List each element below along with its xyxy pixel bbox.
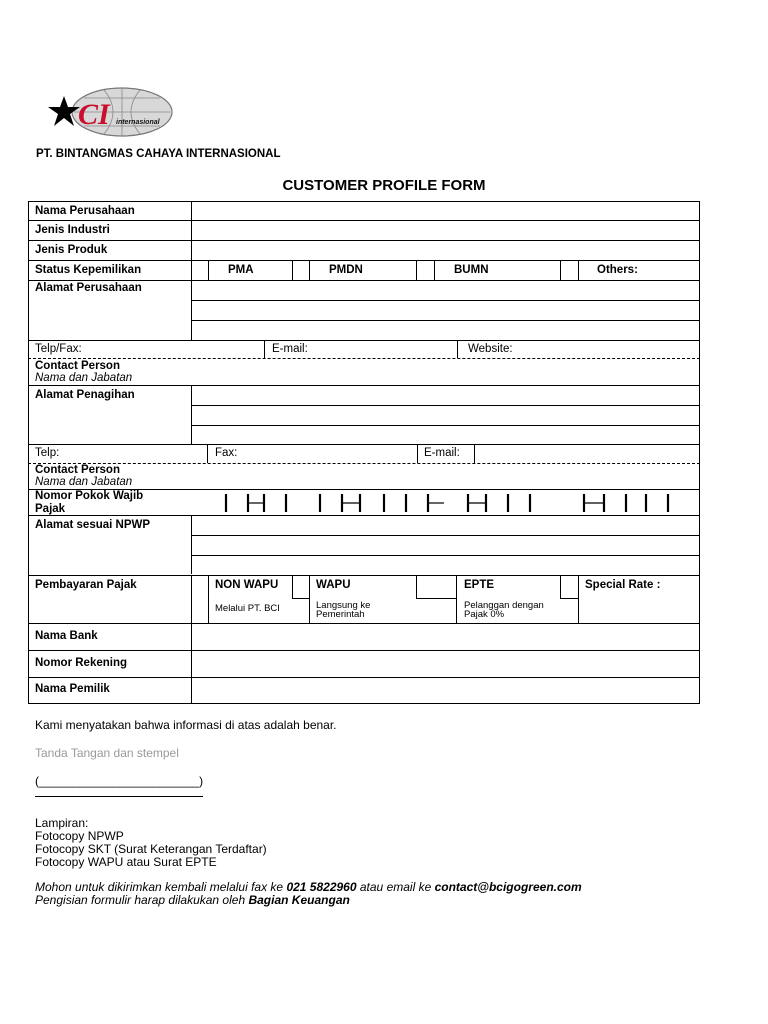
- label-email: E-mail:: [272, 343, 308, 355]
- return-prefix: Mohon untuk dikirimkan kembali melalui fax ke: [35, 880, 284, 894]
- label-fax: Fax:: [215, 447, 238, 459]
- lampiran-title: Lampiran:: [35, 816, 89, 830]
- fax-number: 021 5822960: [286, 880, 357, 894]
- label-alamat-penagihan: Alamat Penagihan: [35, 389, 135, 401]
- label-contact-person: Contact Person: [35, 360, 120, 372]
- lampiran-item: Fotocopy WAPU atau Surat EPTE: [35, 855, 217, 869]
- label-nama-bank: Nama Bank: [35, 630, 98, 642]
- return-middle: atau email ke: [359, 880, 432, 894]
- label-nama-jabatan: Nama dan Jabatan: [35, 372, 133, 384]
- label-npwp-1: Nomor Pokok Wajib: [35, 490, 144, 502]
- note-epte-2: Pajak 0%: [464, 609, 505, 620]
- label-npwp-2: Pajak: [35, 503, 66, 515]
- statement: Kami menyatakan bahwa informasi di atas adalah benar.: [35, 718, 337, 732]
- svg-text:CI: CI: [78, 98, 110, 131]
- note-non-wapu: Melalui PT. BCI: [215, 603, 280, 614]
- form-title: CUSTOMER PROFILE FORM: [282, 177, 486, 194]
- label-nomor-rekening: Nomor Rekening: [35, 657, 128, 669]
- option-non-wapu: NON WAPU: [215, 579, 279, 591]
- fill-instruction: [35, 893, 350, 907]
- fill-prefix: Pengisian formulir harap dilakukan oleh: [35, 893, 246, 907]
- signature-slot: (________________________): [35, 774, 204, 788]
- note-wapu-2: Pemerintah: [316, 609, 365, 620]
- option-bumn: BUMN: [454, 264, 489, 276]
- option-wapu: WAPU: [316, 579, 351, 591]
- label-nama-jabatan-2: Nama dan Jabatan: [35, 476, 133, 488]
- label-telp: Telp:: [35, 447, 60, 459]
- signature-label: Tanda Tangan dan stempel: [35, 746, 179, 760]
- lampiran-item: Fotocopy NPWP: [35, 829, 124, 843]
- department: Bagian Keuangan: [248, 893, 350, 907]
- option-pma: PMA: [228, 264, 254, 276]
- note-wapu-1: Langsung ke: [316, 600, 371, 611]
- label-email-2: E-mail:: [424, 447, 460, 459]
- label-pembayaran-pajak: Pembayaran Pajak: [35, 579, 137, 591]
- label-alamat-perusahaan: Alamat Perusahaan: [35, 282, 142, 294]
- npwp-digit-boxes: [222, 492, 682, 514]
- label-status-kepemilikan: Status Kepemilikan: [35, 264, 142, 276]
- label-alamat-npwp: Alamat sesuai NPWP: [35, 519, 151, 531]
- label-nama-perusahaan: Nama Perusahaan: [35, 205, 135, 217]
- company-name: PT. BINTANGMAS CAHAYA INTERNASIONAL: [36, 148, 281, 160]
- option-epte: EPTE: [464, 579, 495, 591]
- label-jenis-produk: Jenis Produk: [35, 244, 108, 256]
- option-others: Others:: [597, 264, 638, 276]
- option-special-rate: Special Rate :: [585, 579, 661, 591]
- option-pmdn: PMDN: [329, 264, 363, 276]
- note-epte-1: Pelanggan dengan: [464, 600, 544, 611]
- label-contact-person-2: Contact Person: [35, 464, 120, 476]
- label-website: Website:: [468, 343, 513, 355]
- contact-email: contact@bcigogreen.com: [434, 880, 582, 894]
- lampiran-item: Fotocopy SKT (Surat Keterangan Terdaftar): [35, 842, 267, 856]
- return-instruction: [35, 880, 582, 894]
- svg-text:internasional: internasional: [116, 119, 160, 126]
- label-telp-fax: Telp/Fax:: [35, 343, 82, 355]
- signature-line: [35, 796, 203, 797]
- label-nama-pemilik: Nama Pemilik: [35, 683, 110, 695]
- company-logo: [44, 86, 174, 138]
- label-jenis-industri: Jenis Industri: [35, 224, 110, 236]
